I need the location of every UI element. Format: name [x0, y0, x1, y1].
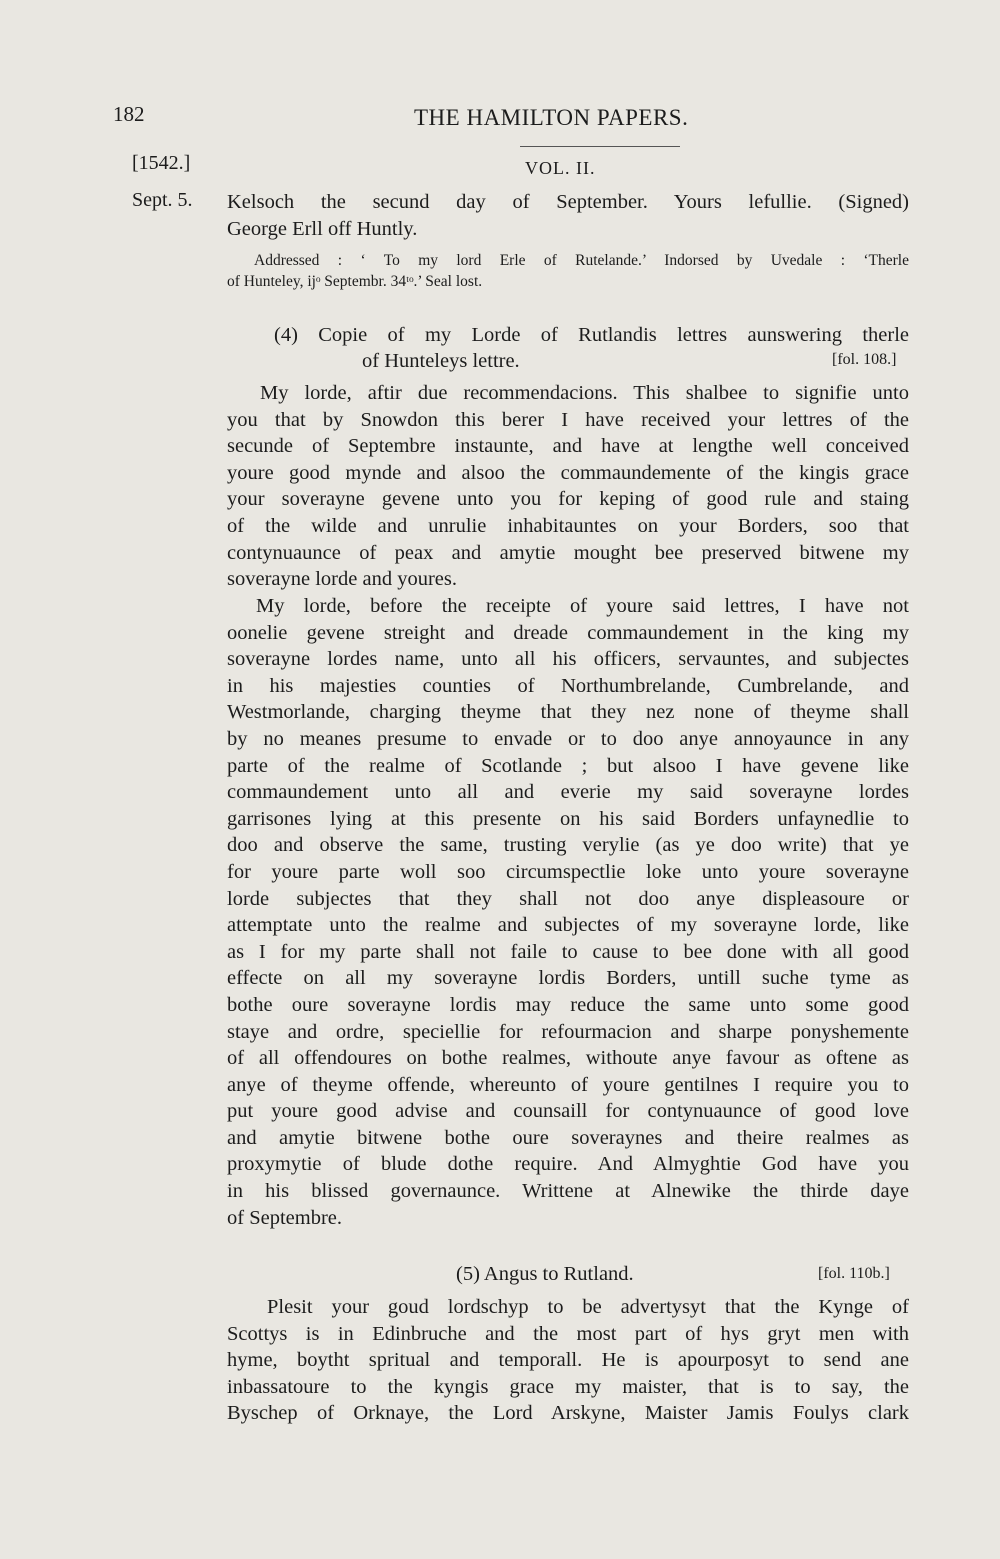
text-line: My lorde, before the receipte of youre said lettres, I have not [256, 595, 909, 617]
text-line: lorde subjectes that they shall not doo anye displeasoure or [227, 887, 909, 910]
text-line: Byschep of Orknaye, the Lord Arskyne, Maister Jamis Foulys clark [227, 1402, 909, 1425]
text-line: doo and observe the same, trusting verylie (as ye doo write) that ye [227, 834, 909, 857]
text-line: staye and ordre, speciellie for refourmacion and sharpe ponyshemente [227, 1020, 909, 1043]
letter3-endorsement [227, 250, 909, 292]
text-line: you that by Snowdon this berer I have received your lettres of the [227, 408, 909, 431]
text-line: Plesit your goud lordschyp to be advertysyt that the Kynge of [267, 1296, 909, 1318]
margin-date: Sept. 5. [132, 189, 193, 211]
text-line: of all offendoures on bothe realmes, withoute anye favour as oftene as [227, 1047, 909, 1070]
text-line: inbassatoure to the kyngis grace my maister, that is to say, the [227, 1375, 909, 1398]
text-line: Scottys is in Edinbruche and the most part of hys gryt men with [227, 1322, 909, 1345]
text-line: put youre good advise and counsaill for contynuaunce of good love [227, 1100, 909, 1123]
text-line: youre good mynde and alsoo the commaundemente of the kingis grace [227, 461, 909, 484]
section5-heading [456, 1261, 634, 1288]
page-number: 182 [113, 102, 145, 126]
heading-line: of Hunteleys lettre. [362, 350, 520, 372]
text-line: by no meanes presume to envade or to doo anye annoyaunce in any [227, 727, 909, 750]
text-line: your soverayne gevene unto you for keping of good rule and staing [227, 488, 909, 511]
text-line: as I for my parte shall not faile to cause to bee done with all good [227, 940, 909, 963]
text-line: attemptate unto the realme and subjectes of my soverayne lorde, like [227, 914, 909, 937]
text-line: hyme, boytht spritual and temporall. He is apourposyt to send ane [227, 1349, 909, 1372]
text-line: anye of theyme offende, whereunto of youre gentilnes I require you to [227, 1073, 909, 1096]
text-line: effecte on all my soverayne lordis Borders, untill suche tyme as [227, 967, 909, 990]
text-line: Kelsoch the secund day of September. Yours lefullie. (Signed) [227, 191, 909, 213]
volume-label: VOL. II. [525, 158, 596, 178]
heading-line: (5) Angus to Rutland. [456, 1263, 634, 1285]
section4-paragraph-2 [227, 593, 909, 1231]
text-line: garrisones lying at this presente on his said Borders unfaynedlie to [227, 807, 909, 830]
text-line: in his blissed governaunce. Writtene at Alnewike the thirde daye [227, 1180, 909, 1203]
text-line: bothe oure soverayne lordis may reduce the same unto some good [227, 993, 909, 1016]
text-line: parte of the realme of Scotlande ; but alsoo I have gevene like [227, 754, 909, 777]
text-line: of the wilde and unrulie inhabitauntes on your Borders, soo that [227, 514, 909, 537]
text-line: soverayne lordes name, unto all his officers, servauntes, and subjectes [227, 648, 909, 671]
text-line: secunde of Septembre instaunte, and have at lengthe well conceived [227, 435, 909, 458]
section5-paragraph-1 [227, 1294, 909, 1427]
text-line: soverayne lorde and youres. [227, 568, 457, 591]
text-line: in his majesties counties of Northumbrelande, Cumbrelande, and [227, 674, 909, 697]
text-line: contynuaunce of peax and amytie mought bee preserved bitwene my [227, 541, 909, 564]
text-line: oonelie gevene streight and dreade commaundement in the king my [227, 621, 909, 644]
text-line: commaundement unto all and everie my said soverayne lordes [227, 781, 909, 804]
running-title: THE HAMILTON PAPERS. [414, 105, 689, 130]
header-rule [520, 146, 680, 147]
section4-paragraph-1 [227, 380, 909, 593]
section4-heading-cont [362, 348, 520, 375]
text-line: of Hunteley, ijᵒ Septembr. 34ᵗᵒ.’ Seal lost. [227, 273, 483, 290]
heading-line: (4) Copie of my Lorde of Rutlandis lettres aunswering therle [274, 324, 909, 346]
text-line: for youre parte woll soo circumspectlie loke unto youre soverayne [227, 860, 909, 883]
text-line: My lorde, aftir due recommendacions. This shalbee to signifie unto [260, 382, 909, 404]
text-line: proxymytie of blude dothe require. And Almyghtie God have you [227, 1153, 909, 1176]
text-line: Westmorlande, charging theyme that they nez none of theyme shall [227, 701, 909, 724]
section5-folio: [fol. 110b.] [818, 1265, 890, 1282]
text-line: Addressed : ‘ To my lord Erle of Rutelande.’ Indorsed by Uvedale : ‘Therle [254, 252, 909, 269]
text-line: and amytie bitwene bothe oure soveraynes and theire realmes as [227, 1126, 909, 1149]
margin-year: [1542.] [132, 152, 191, 174]
text-line: George Erll off Huntly. [227, 217, 418, 240]
section4-heading [274, 322, 909, 349]
text-line: of Septembre. [227, 1206, 342, 1229]
letter3-closing [227, 189, 909, 242]
section4-folio: [fol. 108.] [832, 351, 897, 368]
